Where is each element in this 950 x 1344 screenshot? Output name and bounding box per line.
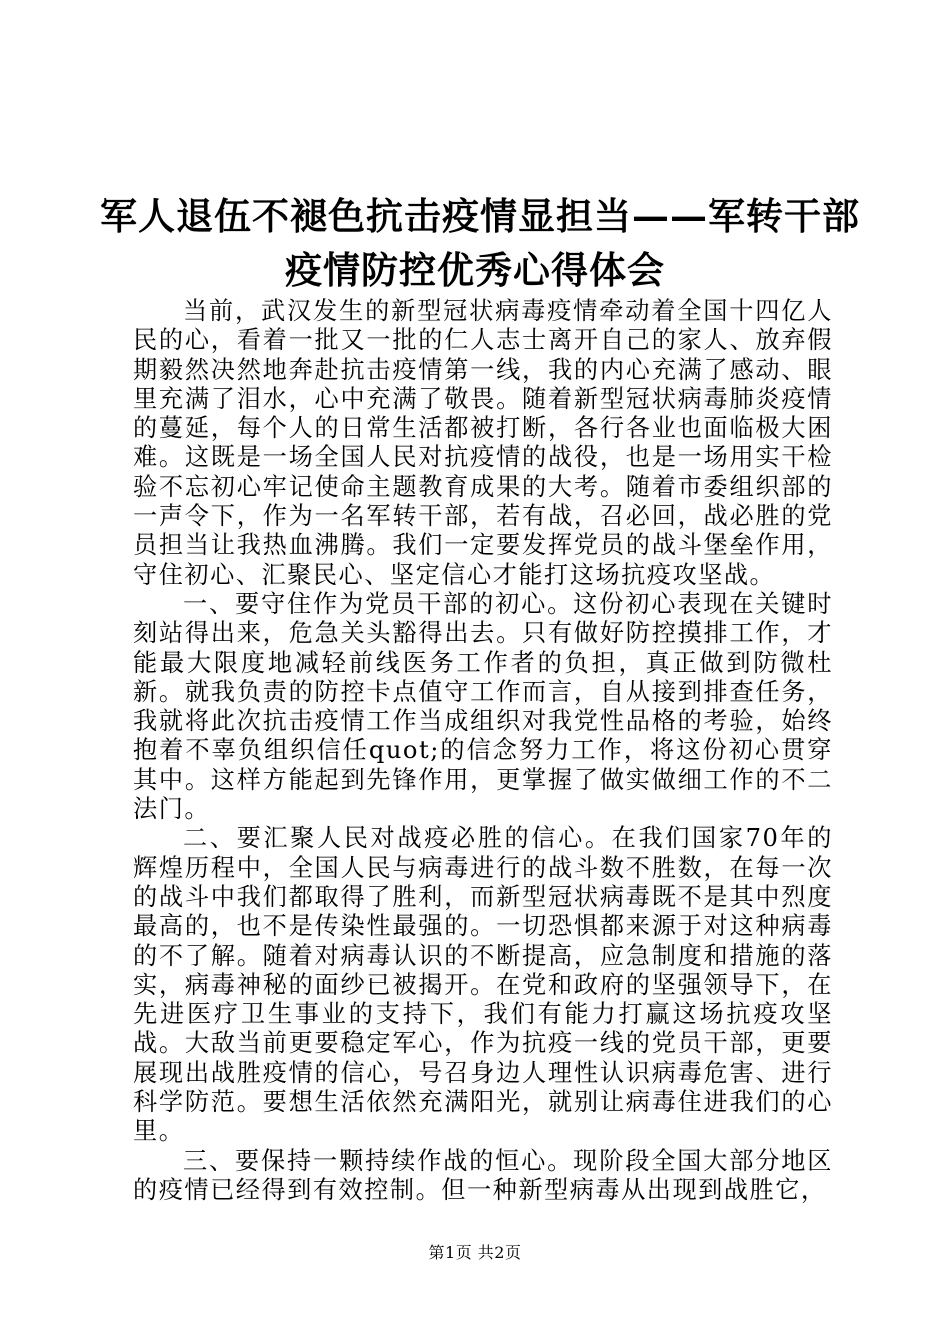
document-body — [133, 297, 833, 1205]
paragraph-point-1: 一、要守住作为党员干部的初心。这份初心表现在关键时刻站得出来，危急关头豁得出去。只有做好防控摸排工作，才能最大限度地减轻前线医务工作者的负担，真正做到防微杜新。就我负责的防控卡点值守工作而言，自从接到排查任务，我就将此次抗击疫情工作当成组织对我党性品格的考验，始终抱着不辜负组织信任quot;的信念努力工作，将这份初心贯穿其中。这样方能起到先锋作用，更掌握了做实做细工作的不二法门。 — [133, 589, 833, 824]
paragraph-point-3: 三、要保持一颗持续作战的恒心。现阶段全国大部分地区的疫情已经得到有效控制。但一种新型病毒从出现到战胜它， — [133, 1146, 833, 1204]
document-title-line-1: 军人退伍不褪色抗击疫情显担当——军转干部 — [100, 194, 860, 238]
document-title-line-2: 疫情防控优秀心得体会 — [285, 248, 665, 292]
page-number-footer: 第1页 共2页 — [428, 1243, 522, 1262]
paragraph-point-2: 二、要汇聚人民对战疫必胜的信心。在我们国家70年的辉煌历程中，全国人民与病毒进行的战斗数不胜数，在每一次的战斗中我们都取得了胜利，而新型冠状病毒既不是其中烈度最高的，也不是传染性最强的。一切恐惧都来源于对这种病毒的不了解。随着对病毒认识的不断提高，应急制度和措施的落实，病毒神秘的面纱已被揭开。在党和政府的坚强领导下，在先进医疗卫生事业的支持下，我们有能力打赢这场抗疫攻坚战。大敌当前更要稳定军心，作为抗疫一线的党员干部，更要展现出战胜疫情的信心，号召身边人理性认识病毒危害、进行科学防范。要想生活依然充满阳光，就别让病毒住进我们的心里。 — [133, 824, 833, 1146]
paragraph-intro: 当前，武汉发生的新型冠状病毒疫情牵动着全国十四亿人民的心，看着一批又一批的仁人志士离开自己的家人、放弃假期毅然决然地奔赴抗击疫情第一线，我的内心充满了感动、眼里充满了泪水，心中充满了敬畏。随着新型冠状病毒肺炎疫情的蔓延，每个人的日常生活都被打断，各行各业也面临极大困难。这既是一场全国人民对抗疫情的战役，也是一场用实干检验不忘初心牢记使命主题教育成果的大考。随着市委组织部的一声令下，作为一名军转干部，若有战，召必回，战必胜的党员担当让我热血沸腾。我们一定要发挥党员的战斗堡垒作用，守住初心、汇聚民心、坚定信心才能打这场抗疫攻坚战。 — [133, 297, 833, 589]
